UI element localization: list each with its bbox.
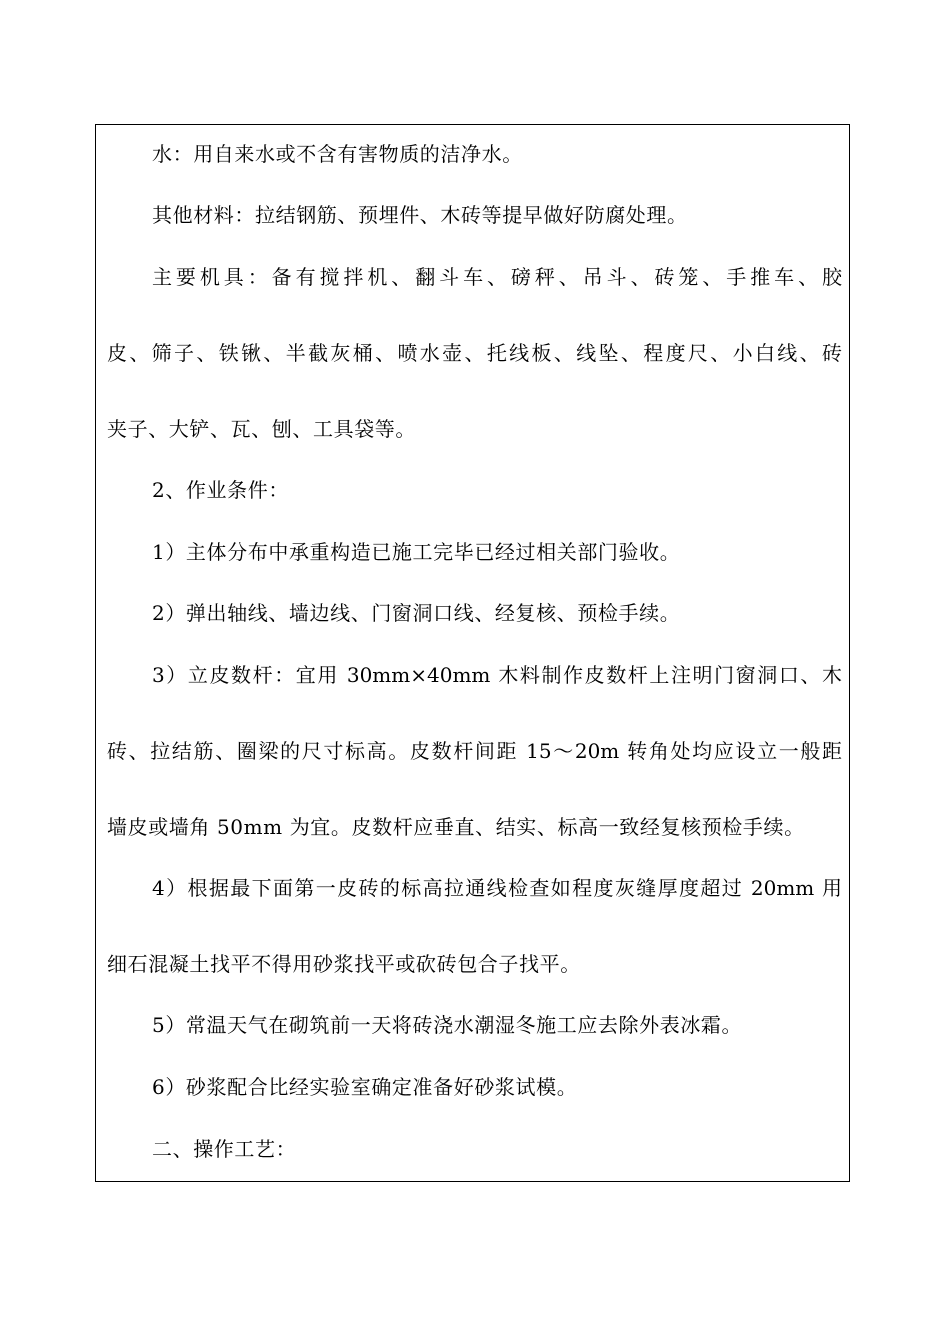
list-item-4: 4）根据最下面第一皮砖的标高拉通线检查如程度灰缝厚度超过 20mm 用 — [152, 876, 842, 900]
list-item-2: 2）弹出轴线、墙边线、门窗洞口线、经复核、预检手续。 — [152, 601, 681, 625]
text-line-other-materials: 其他材料：拉结钢筋、预埋件、木砖等提早做好防腐处理。 — [152, 203, 688, 227]
section-heading-operation-process: 二、操作工艺： — [152, 1137, 297, 1161]
list-item-3-continued: 砖、拉结筋、圈梁的尺寸标高。皮数杆间距 15～20m 转角处均应设立一般距 — [107, 739, 842, 763]
text-line-tools-end: 夹子、大铲、瓦、刨、工具袋等。 — [107, 417, 416, 441]
list-item-6: 6）砂浆配合比经实验室确定准备好砂浆试模。 — [152, 1075, 578, 1099]
section-heading-work-conditions: 2、作业条件： — [152, 478, 289, 502]
text-line-tools-continued: 皮、筛子、铁锹、半截灰桶、喷水壶、托线板、线坠、程度尺、小白线、砖 — [107, 341, 842, 365]
list-item-4-end: 细石混凝土找平不得用砂浆找平或砍砖包合子找平。 — [107, 952, 581, 976]
text-line-main-tools: 主要机具：备有搅拌机、翻斗车、磅秤、吊斗、砖笼、手推车、胶 — [152, 265, 842, 289]
list-item-3: 3）立皮数杆：宜用 30mm×40mm 木料制作皮数杆上注明门窗洞口、木 — [152, 663, 842, 687]
text-line-water: 水：用自来水或不含有害物质的洁净水。 — [152, 142, 523, 166]
list-item-3-end: 墙皮或墙角 50mm 为宜。皮数杆应垂直、结实、标高一致经复核预检手续。 — [107, 815, 805, 839]
list-item-1: 1）主体分布中承重构造已施工完毕已经过相关部门验收。 — [152, 540, 681, 564]
list-item-5: 5）常温天气在砌筑前一天将砖浇水潮湿冬施工应去除外表冰霜。 — [152, 1013, 743, 1037]
